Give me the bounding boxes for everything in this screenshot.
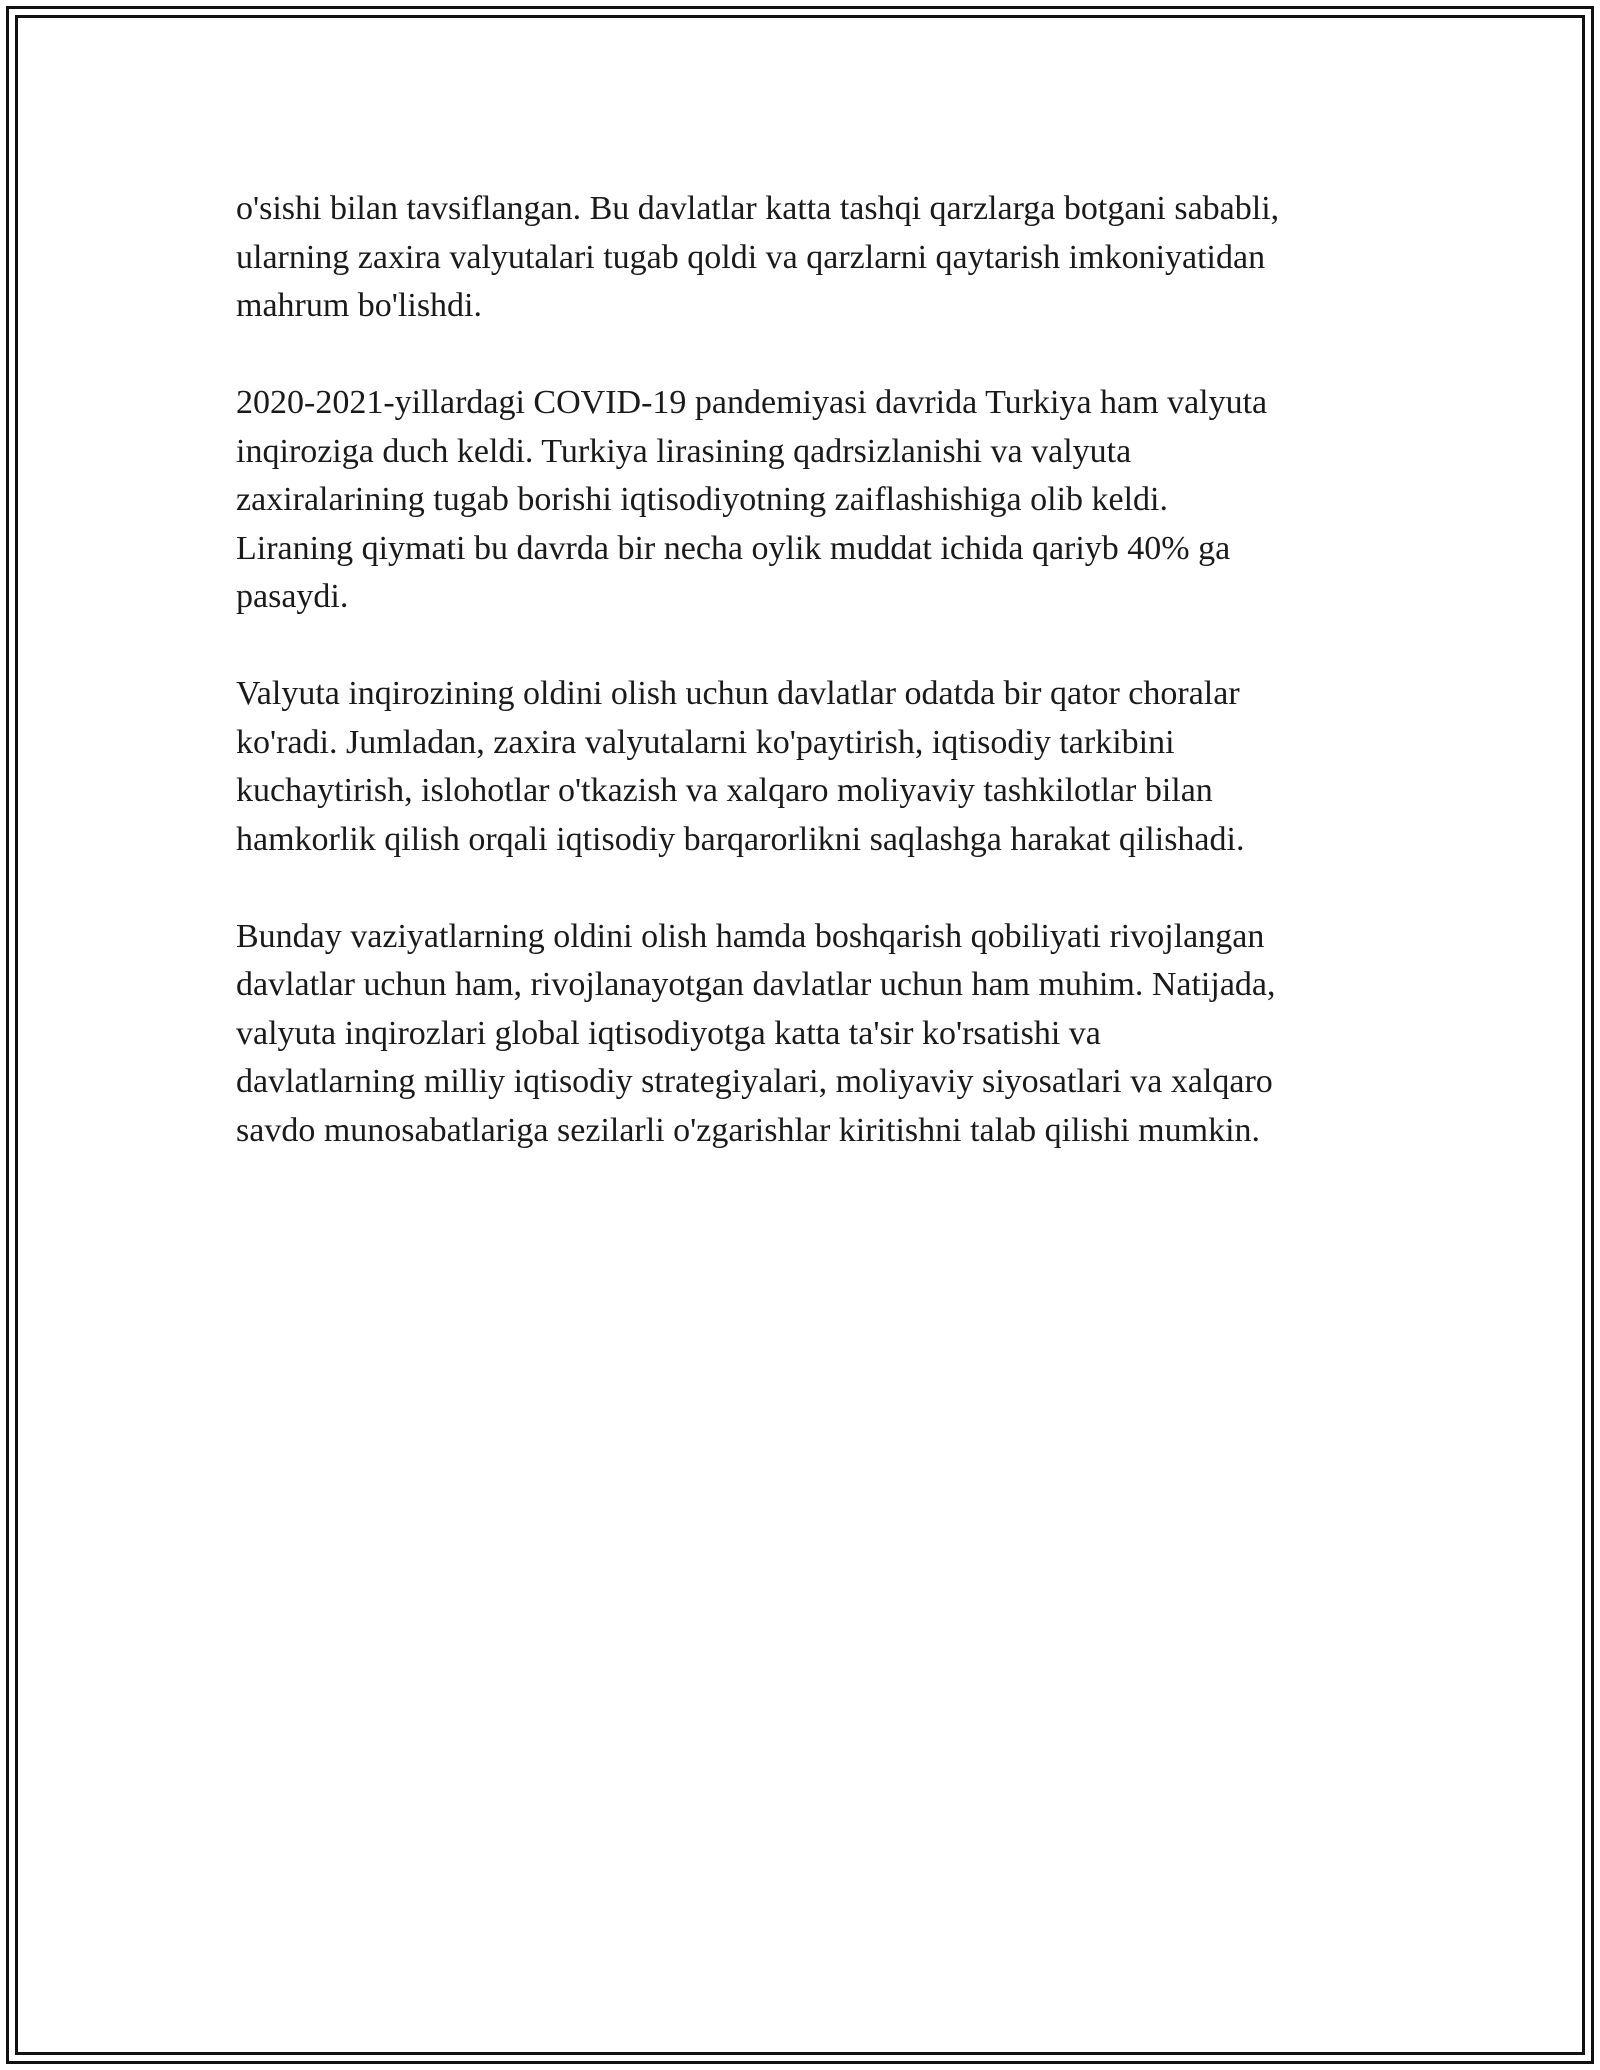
- document-body: [236, 185, 1376, 1204]
- paragraph-3: Valyuta inqirozining oldini olish uchun davlatlar odatda bir qator choralar ko'radi. Jumladan, zaxira valyutalarni ko'paytirish, iqtisodiy tarkibini kuchaytirish, islohotlar o'tkazish va xalqaro moliyaviy tashkilotlar bilan hamkorlik qilish orqali iqtisodiy barqarorlikni saqlashga harakat qilishadi.: [236, 675, 1245, 858]
- paragraph-4: Bunday vaziyatlarning oldini olish hamda boshqarish qobiliyati rivojlangan davlatlar uchun ham, rivojlanayotgan davlatlar uchun ham muhim. Natijada, valyuta inqirozlari global iqtisodiyotga katta ta'sir ko'rsatishi va davlatlarning milliy iqtisodiy strategiyalari, moliyaviy siyosatlari va xalqaro savdo munosabatlariga sezilarli o'zgarishlar kiritishni talab qilishi mumkin.: [236, 917, 1276, 1149]
- paragraph-2: 2020-2021-yillardagi COVID-19 pandemiyasi davrida Turkiya ham valyuta inqiroziga duch keldi. Turkiya lirasining qadrsizlanishi va valyuta zaxiralarining tugab borishi iqtisodiyotning zaiflashishiga olib keldi. Liraning qiymati bu davrda bir necha oylik muddat ichida qariyb 40% ga pasaydi.: [236, 384, 1268, 615]
- paragraph-1: o'sishi bilan tavsiflangan. Bu davlatlar katta tashqi qarzlarga botgani sababli, ularning zaxira valyutalari tugab qoldi va qarzlarni qaytarish imkoniyatidan mahrum bo'lishdi.: [236, 190, 1280, 324]
